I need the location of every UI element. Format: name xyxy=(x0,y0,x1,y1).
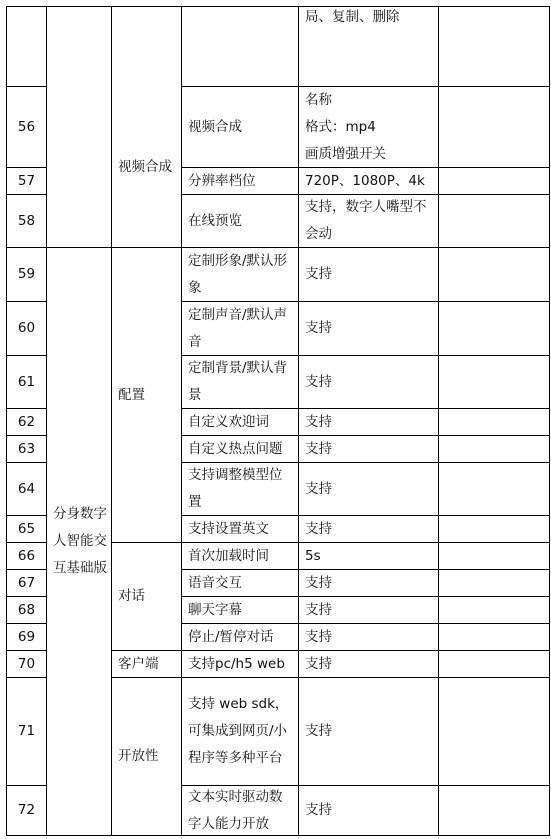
item-label: 支持 web sdk，可集成到网页/小程序等多种平台 xyxy=(188,696,289,766)
item-label: 首次加载时间 xyxy=(188,547,269,564)
item-label: 在线预览 xyxy=(188,212,242,229)
item-label: 支持设置英文 xyxy=(188,520,269,537)
item-value: 支持 xyxy=(305,802,332,818)
item-value: 支持 xyxy=(305,723,332,739)
row-number: 57 xyxy=(17,172,36,189)
item-value: 支持 xyxy=(305,266,332,282)
group-product: 分身数字人智能交互基础版 xyxy=(53,506,107,576)
column-rule xyxy=(438,6,439,836)
continued-value: 局、复制、删除 xyxy=(305,9,400,25)
item-value: 支持 xyxy=(305,628,332,645)
row-number: 65 xyxy=(17,520,36,537)
row-number: 63 xyxy=(17,440,36,457)
item-value: 支持 xyxy=(305,320,332,336)
item-label: 定制背景/默认背景 xyxy=(188,360,288,403)
row-number: 67 xyxy=(17,574,36,591)
item-value: 支持 xyxy=(305,655,332,672)
table-border xyxy=(6,6,550,7)
group-client: 客户端 xyxy=(118,655,159,672)
item-label: 语音交互 xyxy=(188,574,242,591)
item-label: 支持pc/h5 web xyxy=(188,655,285,672)
item-label: 文本实时驱动数字人能力开放 xyxy=(188,788,283,832)
item-label: 视频合成 xyxy=(188,118,242,135)
item-value: 支持 xyxy=(305,480,332,497)
item-label: 停止/暂停对话 xyxy=(188,628,274,645)
item-label: 定制形象/默认形象 xyxy=(188,252,288,296)
group-video: 视频合成 xyxy=(118,158,172,175)
row-number: 62 xyxy=(17,413,36,430)
row-number: 56 xyxy=(17,118,36,135)
row-number: 71 xyxy=(17,723,36,739)
row-number: 69 xyxy=(17,628,36,645)
item-value: 支持，数字人嘴型不会动 xyxy=(305,199,427,242)
item-label: 定制声音/默认声音 xyxy=(188,306,288,350)
item-value: 支持 xyxy=(305,601,332,618)
item-value: 720P、1080P、4k xyxy=(305,172,425,189)
row-number: 72 xyxy=(17,802,36,818)
item-value: 支持 xyxy=(305,520,332,537)
row-number: 60 xyxy=(17,320,36,336)
group-dialog: 对话 xyxy=(118,588,145,604)
item-value: 支持 xyxy=(305,413,332,430)
table-border xyxy=(549,6,550,836)
item-value: 支持 xyxy=(305,440,332,457)
item-label: 分辨率档位 xyxy=(188,172,256,189)
row-number: 61 xyxy=(17,373,36,390)
item-value: 支持 xyxy=(305,373,332,390)
row-number: 58 xyxy=(17,212,36,229)
item-label: 自定义热点问题 xyxy=(188,440,283,457)
item-label: 聊天字幕 xyxy=(188,601,242,618)
group-config: 配置 xyxy=(118,386,145,403)
item-label: 支持调整模型位置 xyxy=(188,467,283,510)
row-number: 70 xyxy=(17,655,36,672)
item-value: 支持 xyxy=(305,574,332,591)
row-number: 64 xyxy=(17,480,36,497)
row-number: 66 xyxy=(17,547,36,564)
item-value: 5s xyxy=(305,547,321,564)
item-label: 自定义欢迎词 xyxy=(188,413,269,430)
group-open: 开放性 xyxy=(118,748,159,764)
row-number: 68 xyxy=(17,601,36,618)
row-number: 59 xyxy=(17,266,36,282)
item-value: 名称 格式：mp4 画质增强开关 xyxy=(305,91,386,162)
